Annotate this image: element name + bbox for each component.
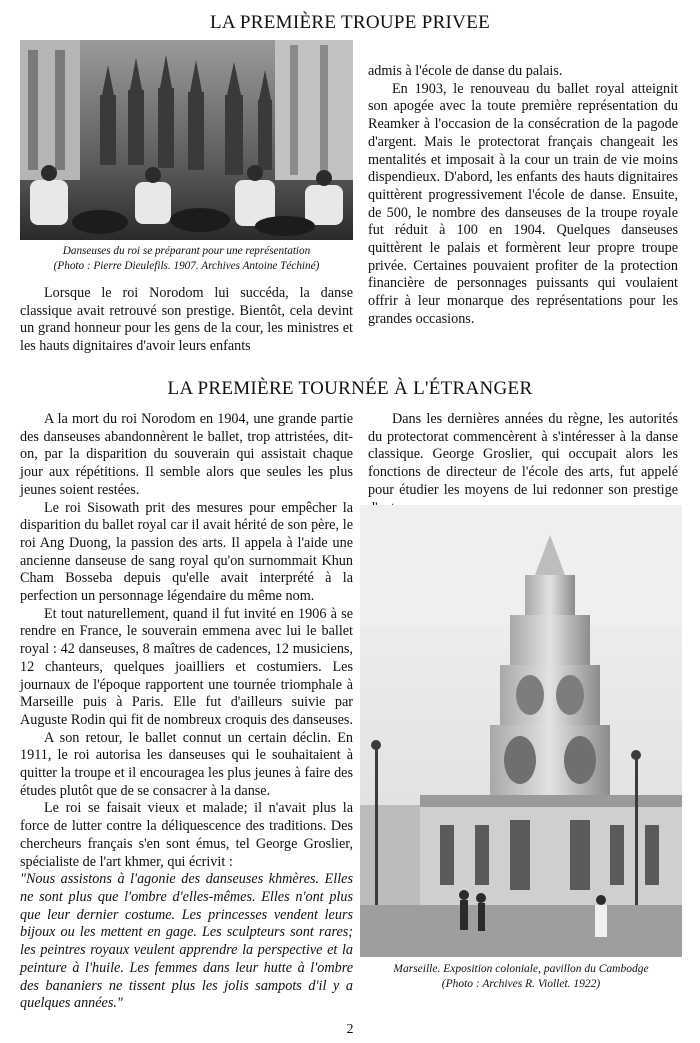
section2-right-column <box>368 411 678 517</box>
dancers-photo-caption-line2: (Photo : Pierre Dieulefils. 1907. Archives Antoine Téchiné) <box>53 260 320 272</box>
cambodia-pavilion-photo-image <box>360 505 682 957</box>
dancers-photo-caption-line1: Danseuses du roi se préparant pour une représentation <box>62 245 311 257</box>
dancers-photo <box>20 40 353 240</box>
groslier-quote: "Nous assistons à l'agonie des danseuses khmères. Elles ne sont plus que l'ombre d'elles-mêmes. Elles n'ont plus que leur dernier costume. Les princesses vendent leurs bijoux ou les mettent en gage. Les sculpteurs sont rares; les peintres royaux veulent apprendre la perspective et la peinture à l'huile. Les femmes dans leur hutte à l'ombre des bananiers ne tissent plus les jolis sampots d'il y a quelques années." <box>20 871 353 1012</box>
section2-left-paragraph-1: A la mort du roi Norodom en 1904, une grande partie des danseuses abandonnèrent le ballet, trop attristées, dit-on, par la disparition du souverain qui assistait chaque jour aux répétitions. Il semble alors que seules les plus jeunes soient restées. <box>20 411 353 498</box>
section2-left-paragraph-2: Le roi Sisowath prit des mesures pour empêcher la disparition du ballet royal car il avait hérité de son père, le roi Ang Duong, la passion des arts. Il appela à l'aide une ancienne danseuse de sang royal qu'on surnommait Khun Cham Bosseba depuis qu'elle avait interprété à la perfection un personnage légendaire du même nom. <box>20 499 353 605</box>
section-title-first-private-troupe: LA PREMIÈRE TROUPE PRIVEE <box>209 12 491 33</box>
section2-right-paragraph: Dans les dernières années du règne, les autorités du protectorat commencèrent à s'intéresser à la danse classique. George Groslier, qui occupait alors les fonctions de directeur de l'école des arts, fut appelé pour étudier les moyens de lui redonner son prestige <box>368 411 678 498</box>
section-title-first-tour-abroad: LA PREMIÈRE TOURNÉE À L'ÉTRANGER <box>167 378 533 399</box>
dancers-photo-image <box>20 40 353 240</box>
pavilion-photo-caption-line2: (Photo : Archives R. Viollet. 1922) <box>441 978 601 990</box>
section2-left-paragraph-4: A son retour, le ballet connut un certain déclin. En 1911, le roi autorisa les danseuses qui le souhaitaient à quitter la troupe et il encouragea les plus jeunes à faire des études plutôt que de se consacrer à la danse. <box>20 729 353 799</box>
section1-left-column <box>20 285 353 356</box>
section1-right-paragraph-1: admis à l'école de danse du palais. <box>368 63 563 79</box>
pavilion-photo-caption-line1: Marseille. Exposition coloniale, pavillon du Cambodge <box>393 963 649 975</box>
dancers-photo-caption <box>20 244 353 274</box>
section1-left-paragraph: Lorsque le roi Norodom lui succéda, la danse classique avait retrouvé son prestige. Bientôt, cela devint un grand honneur pour les gens de la cour, les ministres et les hauts dignitaires d'avoir leurs enfants <box>20 285 353 355</box>
section2-left-paragraph-5: Le roi se faisait vieux et malade; il n'avait plus la force de lutter contre la déliquescence des traditions. Des chercheurs français s'en sont émus, tel George Groslier, spécialiste de l'art khmer, qui écrivit : <box>20 800 353 870</box>
page-number: 2 <box>346 1022 354 1037</box>
cambodia-pavilion-photo <box>360 505 682 957</box>
section1-right-paragraph-2: En 1903, le renouveau du ballet royal atteignit son apogée avec la toute première représentation du Reamker à l'occasion de la consécration de la pagode d'argent. Mais le protectorat français changeait les mentalités et imposait à la cour un train de vie moins dispendieux. D'abord, les enfants des hauts dignitaires quittèrent progressivement l'école de danse. Ensuite, de 500, le nombre des danseuses de la troupe royale fut réduit à 100 en 1904. Quelques danseuses quittèrent le palais et formèrent leur propre troupe privée. Certaines pouvaient profiter de la protection financière de personnages puissants qui voulaient offrir à leur monarque des représentations pour les grandes occasions. <box>368 80 678 327</box>
section2-left-column <box>20 411 353 1013</box>
section1-right-column <box>368 63 678 329</box>
pavilion-photo-caption <box>360 962 682 992</box>
section2-left-paragraph-3: Et tout naturellement, quand il fut invité en 1906 à se rendre en France, le souverain emmena avec lui le ballet royal : 42 danseuses, 8 maîtres de cadences, 12 musiciens, 12 chanteurs, quelques joailliers et costumiers. Les journaux de l'époque rapportent une tournée triomphale à Marseille puis à Paris. Elle fut d'ailleurs suivie par Auguste Rodin qui fit de nombreux croquis des danseuses. <box>20 605 353 728</box>
